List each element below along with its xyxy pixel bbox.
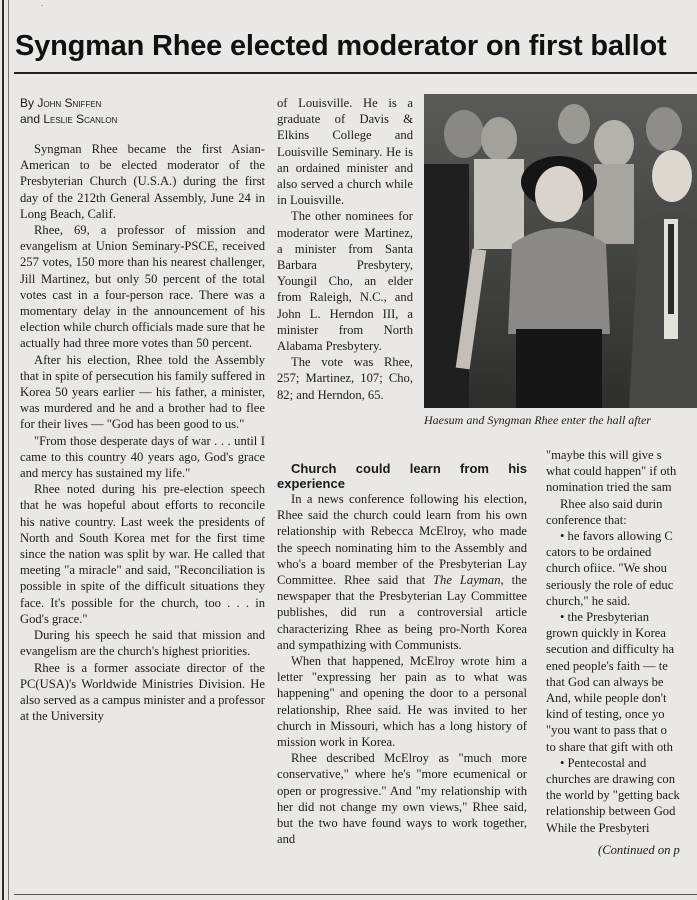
line: church," he said. xyxy=(546,593,631,608)
photo-image xyxy=(424,94,697,408)
paragraph: During his speech he said that mission and evangelism are the church's highest priorities. xyxy=(20,628,265,659)
column-2 xyxy=(277,95,413,403)
line: And, while people don't xyxy=(546,691,667,706)
bottom-rule xyxy=(14,894,697,895)
column-4 xyxy=(546,447,697,858)
paragraph: The other nominees for moderator were Martinez, a minister from Santa Barbara Presbytery, Youngil Cho, an elder from Raleigh, N.C., and John L. Herndon III, a minister from North Alabama Presbytery. xyxy=(277,209,413,354)
byline-author-1: John Sniffen xyxy=(37,96,102,110)
paragraph: Syngman Rhee became the first Asian-American to be elected moderator of the Presbyterian Church (U.S.A.) during the first day of the 212th General Assembly, June 24 in Long Beach, Calif. xyxy=(20,142,265,221)
left-column-rule xyxy=(2,0,4,900)
paragraph: "From those desperate days of war . . . until I came to this country 40 years ago, God's grace and mercy has sustained my life." xyxy=(20,433,265,481)
photo-caption: Haesum and Syngman Rhee enter the hall after xyxy=(424,413,651,427)
paragraph xyxy=(277,491,527,653)
line: that God can always be xyxy=(546,674,664,689)
line: nomination tried the sam xyxy=(546,480,672,495)
paragraph-text: In a news conference following his election, Rhee said the church could learn from his own relationship with Rebecca McElroy, who made the speech nominating him to the Assembly and who's a board member of the Presbyterian Lay Committee. Rhee said that xyxy=(277,492,527,588)
publication-title: The Layman xyxy=(433,573,501,588)
line: ened people's faith — te xyxy=(546,658,668,673)
byline-author-2: Leslie Scanlon xyxy=(43,112,118,126)
subhead: Church could learn from his experience xyxy=(277,461,527,491)
paragraph-text: , the newspaper that the Presbyterian Lay Committee publishes, did run a controversial article characterizing Rhee as being pro-North Korea and sympathizing with Communists. xyxy=(277,573,528,652)
paragraph: The vote was Rhee, 257; Martinez, 107; Cho, 82; and Herndon, 65. xyxy=(277,355,413,402)
headline: Syngman Rhee elected moderator on first ballot xyxy=(15,30,667,62)
line: Rhee also said durin xyxy=(560,496,663,511)
byline-by: By xyxy=(20,96,35,110)
byline xyxy=(20,95,265,127)
continued-note: (Continued on p xyxy=(598,842,680,857)
line: "maybe this will give s xyxy=(546,448,662,462)
line: kind of testing, once yo xyxy=(546,707,665,722)
line: While the Presbyteri xyxy=(546,820,650,835)
line: • the Presbyterian xyxy=(560,610,650,625)
bleed-through-text: · xyxy=(40,0,44,12)
line: relationship between God xyxy=(546,804,676,819)
headline-rule xyxy=(14,72,697,74)
paragraph: Rhee noted during his pre-election speech that he was hopeful about efforts to reconcile his native country. Last week the presidents of North and South Korea met for the first time since the nation was split by war. He called that meeting "a miracle" and said, "Reconciliation is possible in spite of the difficult situations they face. It's possible for the church, too . . . in God's grace." xyxy=(20,482,265,626)
line: churches are drawing con xyxy=(546,772,676,787)
paragraph: Rhee described McElroy as "much more conservative," where he's "more ecumenical or open or progressive." And "my relationship with her did not change my own views," Rhee said, but the two have found ways to work together, and xyxy=(277,751,527,847)
line: the world by "getting back xyxy=(546,788,680,803)
left-column-rule-thin xyxy=(8,0,9,900)
line: secution and difficulty ha xyxy=(546,642,675,657)
line: "you want to pass that o xyxy=(546,723,667,738)
line: church ofiice. "We shou xyxy=(546,561,667,576)
column-1 xyxy=(20,95,265,724)
byline-and: and xyxy=(20,112,41,126)
column-3 xyxy=(277,461,527,847)
line: seriously the role of educ xyxy=(546,577,674,592)
line: • he favors allowing C xyxy=(560,529,673,544)
line: to share that gift with oth xyxy=(546,739,673,754)
line: • Pentecostal and xyxy=(560,755,647,770)
paragraph: After his election, Rhee told the Assembly that in spite of persecution his family suffered in Korea 50 years earlier — his father, a minister, was murdered and he and a brother had to flee for their lives — "God has been good to us." xyxy=(20,352,265,432)
line: cators to be ordained xyxy=(546,545,652,560)
paragraph: When that happened, McElroy wrote him a letter "expressing her pain as to what was happening" and opening the door to a personal relationship, Rhee said. He was invited to her church in Missouri, which has a long history of mission work in Korea. xyxy=(277,654,527,750)
paragraph: of Louisville. He is a graduate of Davis & Elkins College and Louisville Seminary. He is an ordained minister and also served a church while in Louisville. xyxy=(277,96,413,208)
paragraph: Rhee, 69, a professor of mission and evangelism at Union Seminary-PSCE, received 257 votes, 150 more than his nearest challenger, Jill Martinez, but only 50 percent of the total votes cast in a four-person race. There was a momentary delay in the announcement of his election while church officials made sure that he actually had three more votes than 50 percent. xyxy=(20,223,265,351)
line: grown quickly in Korea xyxy=(546,626,666,641)
line: what could happen" if oth xyxy=(546,464,677,479)
news-photo xyxy=(424,94,697,408)
line: conference that: xyxy=(546,512,627,527)
paragraph: Rhee is a former associate director of the PC(USA)'s Worldwide Ministries Division. He also served as a campus minister and a professor at the University xyxy=(20,660,265,724)
